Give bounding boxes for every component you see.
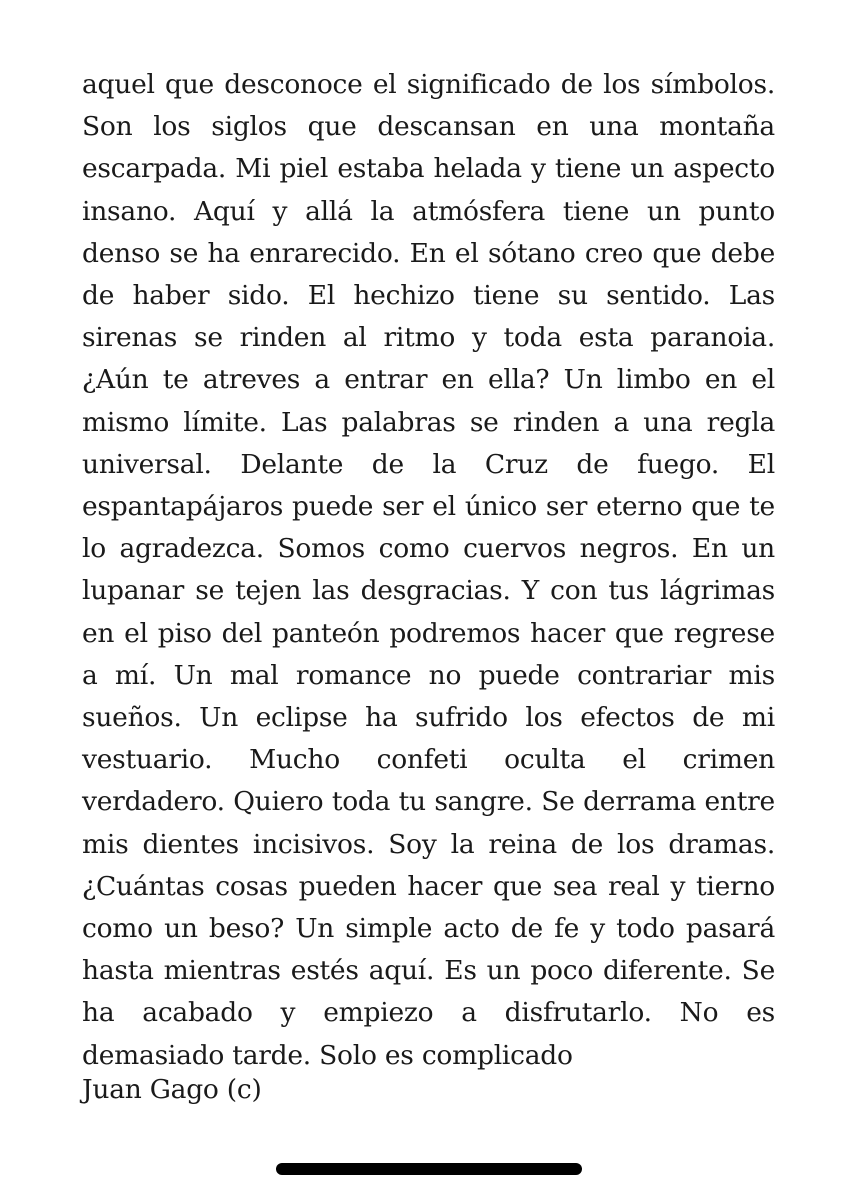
author-signature: Juan Gago (c) xyxy=(82,1074,262,1105)
home-indicator-bar[interactable] xyxy=(276,1163,582,1175)
document-page xyxy=(82,64,775,1077)
body-paragraph: aquel que desconoce el significado de los símbolos. Son los siglos que descansan en una montaña escarpada. Mi piel estaba helada y tiene un aspecto insano. Aquí y allá la atmósfera tiene un punto denso se ha enrarecido. En el sótano creo que debe de haber sido. El hechizo tiene su sentido. Las sirenas se rinden al ritmo y toda esta paranoia. ¿Aún te atreves a entrar en ella? Un limbo en el mismo límite. Las palabras se rinden a una regla universal. Delante de la Cruz de fuego. El espantapájaros puede ser el único ser eterno que te lo agradezca. Somos como cuervos negros. En un lupanar se tejen las desgracias. Y con tus lágrimas en el piso del panteón podremos hacer que regrese a mí. Un mal romance no puede contrariar mis sueños. Un eclipse ha sufrido los efectos de mi vestuario. Mucho confeti oculta el crimen verdadero. Quiero toda tu sangre. Se derrama entre mis dientes incisivos. Soy la reina de los dramas. ¿Cuántas cosas pueden hacer que sea real y tierno como un beso? Un simple acto de fe y todo pasará hasta mientras estés aquí. Es un poco diferente. Se ha acabado y empiezo a disfrutarlo. No es demasiado tarde. Solo es complicado xyxy=(82,69,775,1071)
